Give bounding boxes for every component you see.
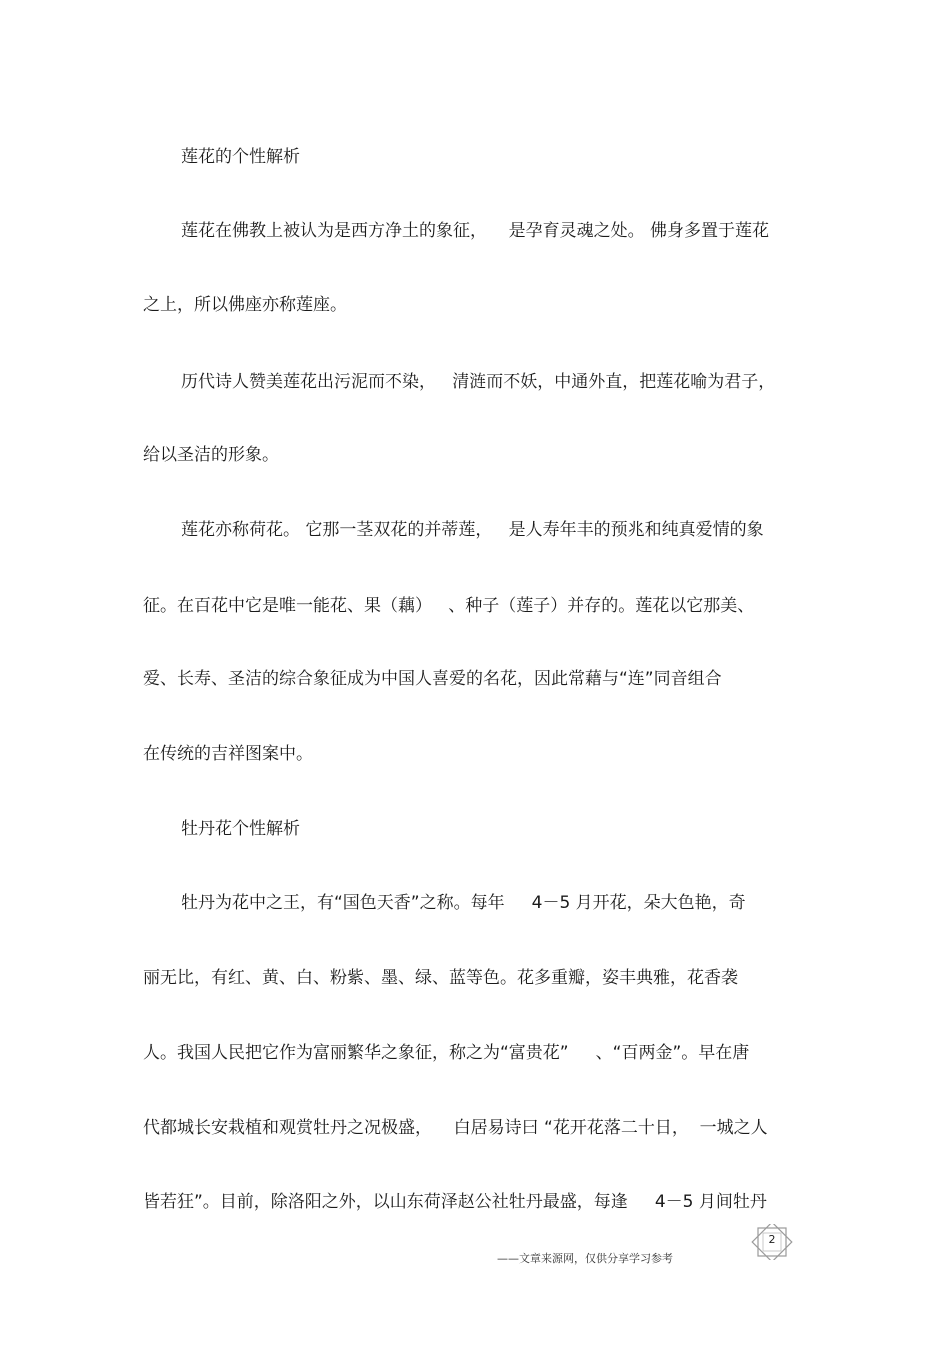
paragraph-line: 人。我国人民把它作为富丽繁华之象征，称之为“富贵花” 、“百两金”。早在唐 <box>143 1043 750 1063</box>
paragraph-line: 在传统的吉祥图案中。 <box>143 744 313 764</box>
paragraph-line: 皆若狂”。目前，除洛阳之外，以山东荷泽赵公社牡丹最盛，每逢 4－5 月间牡丹 <box>143 1192 767 1212</box>
section-heading-peony: 牡丹花个性解析 <box>181 819 300 839</box>
paragraph-line: 征。在百花中它是唯一能花、果（藕） 、种子（莲子）并存的。莲花以它那美、 <box>143 596 755 616</box>
paragraph-line: 莲花亦称荷花。 它那一茎双花的并蒂莲， 是人寿年丰的预兆和纯真爱情的象 <box>181 520 764 540</box>
paragraph-line: 丽无比，有红、黄、白、粉紫、墨、绿、蓝等色。花多重瓣，姿丰典雅，花香袭 <box>143 968 738 988</box>
footer-source-note: ——文章来源网，仅供分享学习参考 <box>497 1252 673 1265</box>
paragraph-line: 历代诗人赞美莲花出污泥而不染， 清涟而不妖，中通外直，把莲花喻为君子， <box>181 372 776 392</box>
paragraph-line: 莲花在佛教上被认为是西方净土的象征， 是孕育灵魂之处。 佛身多置于莲花 <box>181 221 770 241</box>
section-heading-lotus: 莲花的个性解析 <box>181 147 300 167</box>
paragraph-line: 代都城长安栽植和观赏牡丹之况极盛， 白居易诗曰 “花开花落二十日， 一城之人 <box>143 1118 768 1138</box>
paragraph-line: 爱、长寿、圣洁的综合象征成为中国人喜爱的名花，因此常藉与“连”同音组合 <box>143 669 722 689</box>
page-number: 2 <box>768 1233 776 1246</box>
paragraph-line: 牡丹为花中之王，有“国色天香”之称。每年 4－5 月开花，朵大色艳，奇 <box>181 893 746 913</box>
paragraph-line: 之上，所以佛座亦称莲座。 <box>143 295 347 315</box>
paragraph-line: 给以圣洁的形象。 <box>143 445 279 465</box>
